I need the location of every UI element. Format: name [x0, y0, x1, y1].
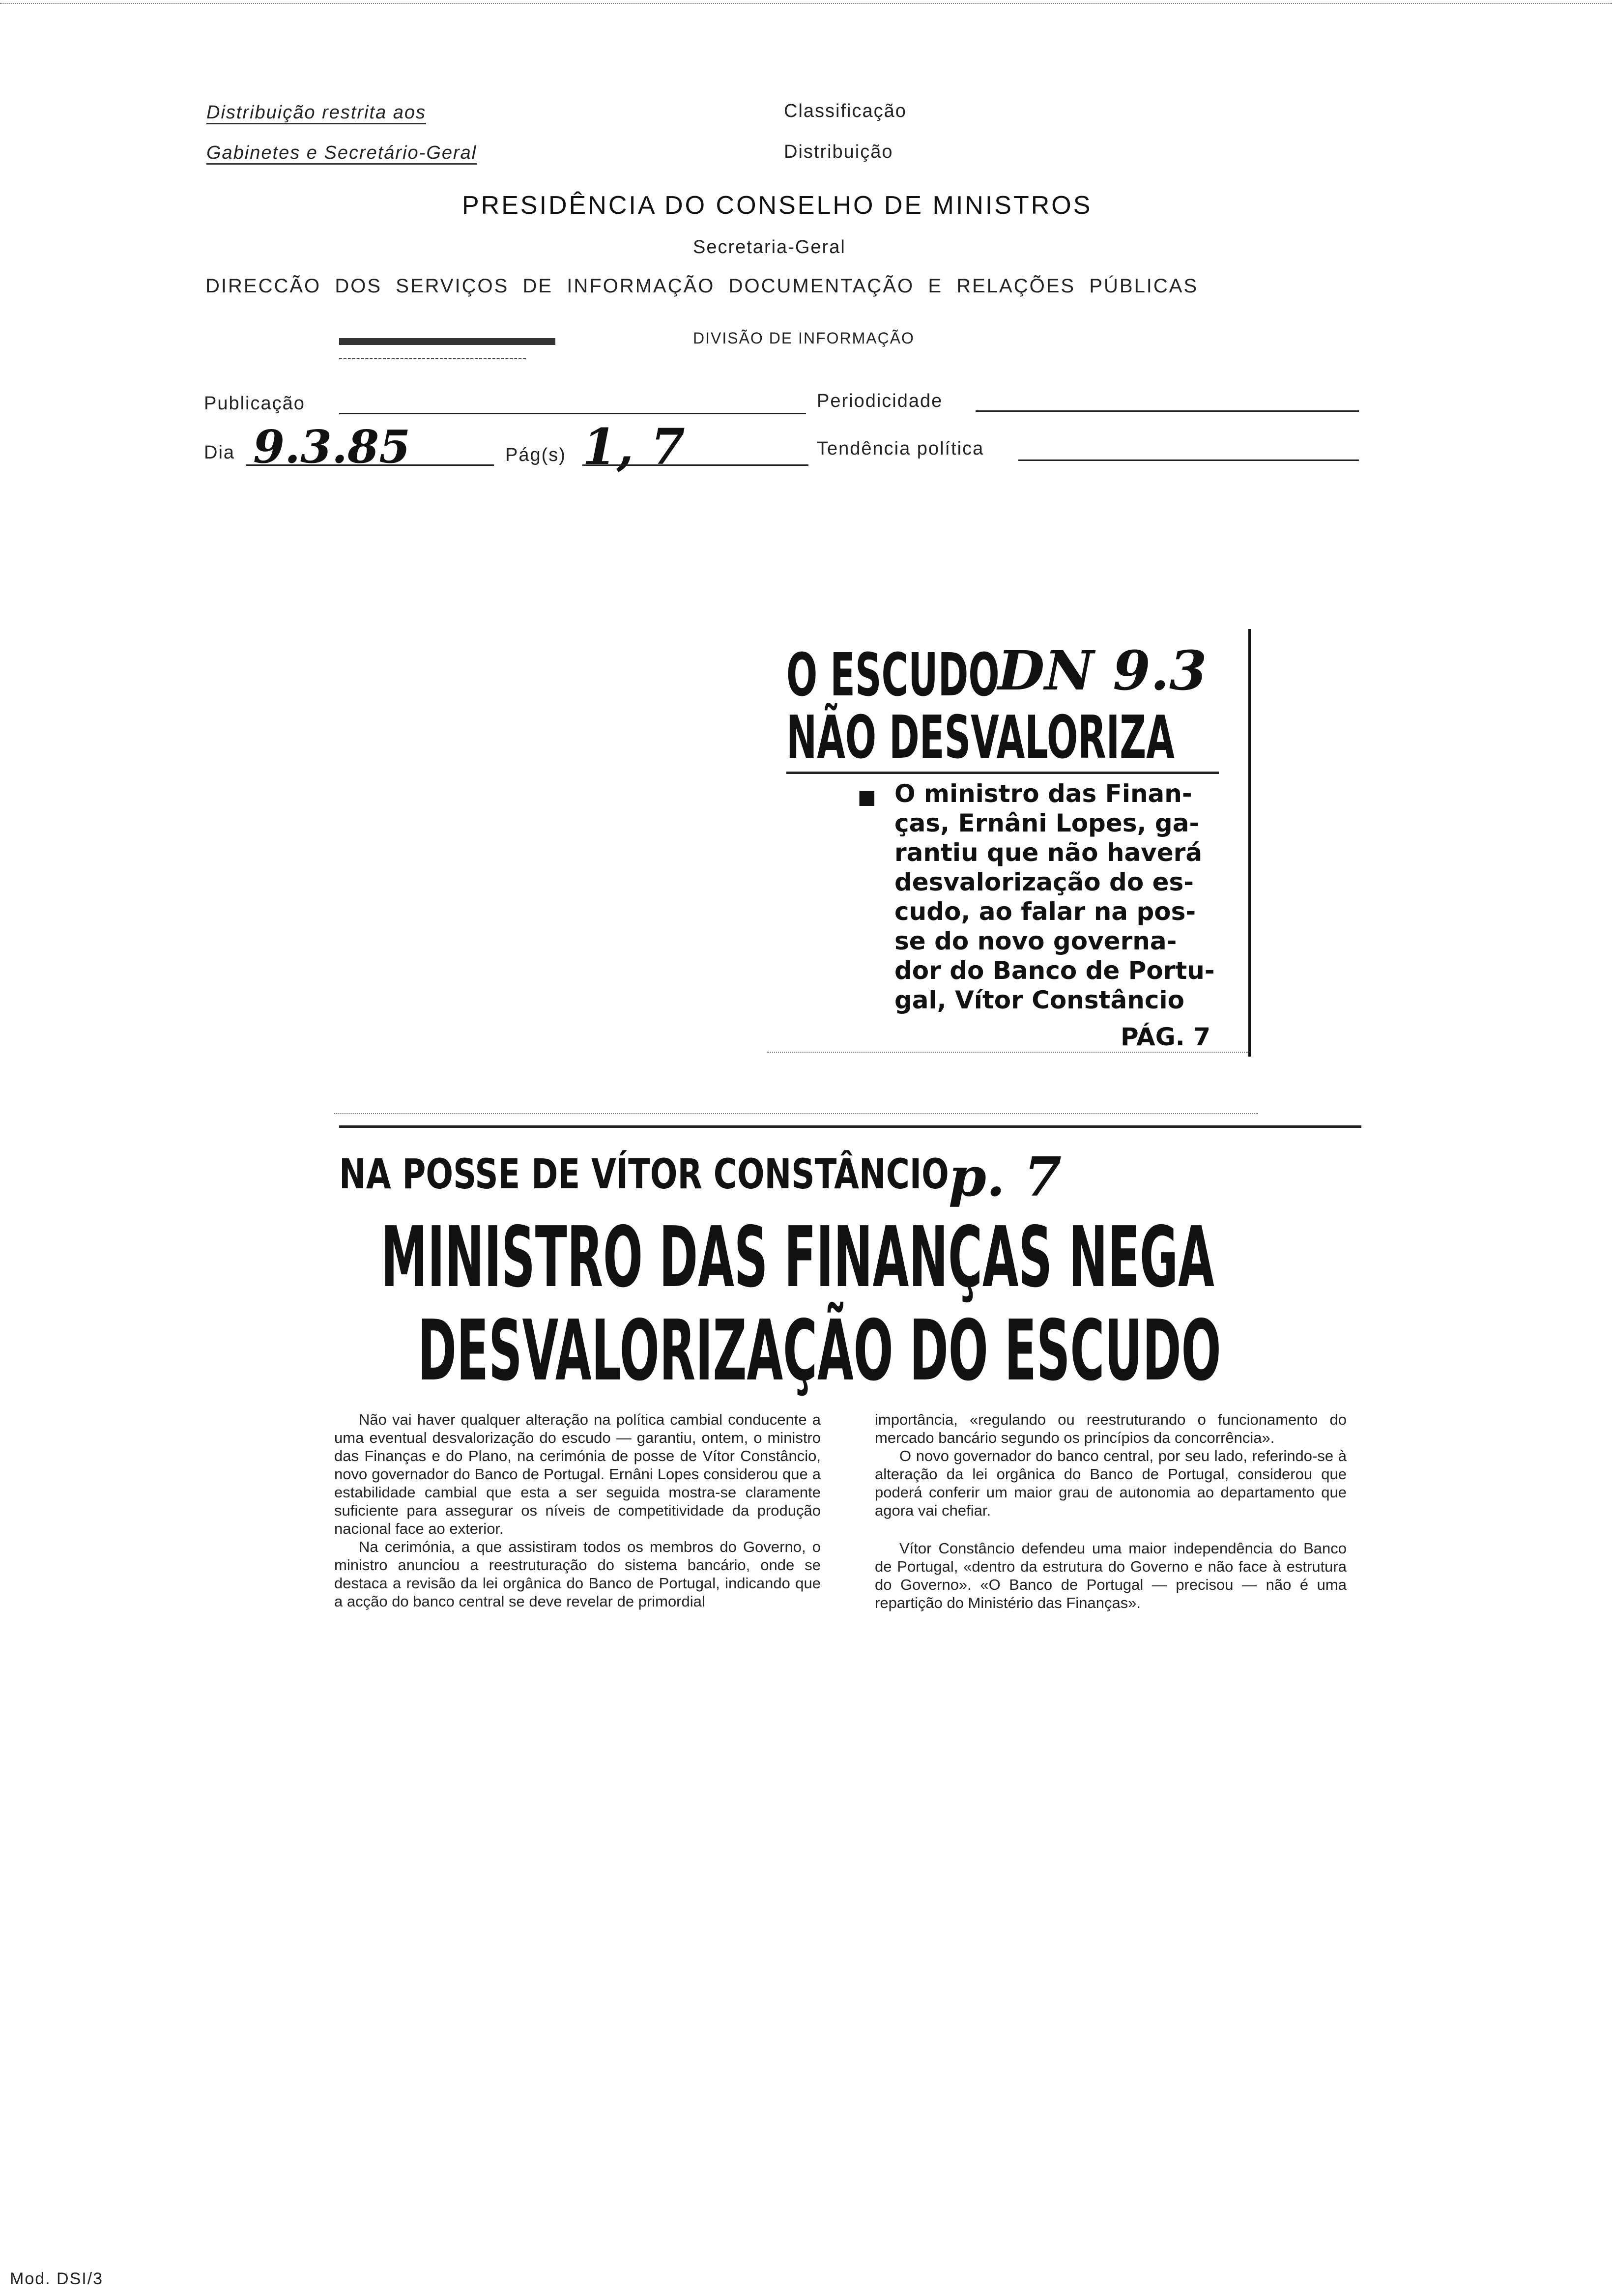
clip2-headline-1: MINISTRO DAS FINANÇAS NEGA: [381, 1209, 1214, 1306]
divisao-stamp-redaction-2: [339, 358, 526, 361]
clip1-summary-line: rantiu que não haverá: [894, 838, 1203, 867]
classificacao-label: Classificação: [784, 101, 907, 121]
clip1-page-ref: PÁG. 7: [1121, 1023, 1210, 1051]
tendencia-label: Tendência política: [817, 438, 984, 459]
divisao-line: DIVISÃO DE INFORMAÇÃO: [693, 329, 915, 347]
clip1-summary-line: dor do Banco de Portu-: [894, 956, 1215, 985]
clip1-summary-line: cudo, ao falar na pos-: [894, 897, 1196, 926]
clip2-kicker: NA POSSE DE VÍTOR CONSTÂNCIO: [339, 1150, 949, 1198]
dia-label: Dia: [204, 442, 235, 463]
clip-separator-noise: [334, 1113, 1258, 1114]
dia-value: 9.3.85: [253, 420, 411, 473]
pags-label: Pág(s): [505, 445, 566, 465]
clip2-top-rule: [339, 1125, 1361, 1128]
scan-edge-noise: [0, 3, 1612, 4]
secretaria-subtitle: Secretaria-Geral: [693, 237, 846, 258]
clip1-summary-line: gal, Vítor Constâncio: [894, 986, 1184, 1014]
periodicidade-label: Periodicidade: [817, 391, 943, 411]
clip2-col2-paragraph: Vítor Constâncio defendeu uma maior independência do Banco de Portugal, «dentro da estrutura do Governo e não face à estrutura do Governo». «O Banco de Portugal — precisou — não é uma repartição do Ministério das Finanças».: [875, 1540, 1347, 1611]
pags-value: 1, 7: [582, 418, 685, 476]
clip2-col2-paragraph: importância, «regulando ou reestruturando o funcionamento do mercado bancário segundo os princípios da concorrência».: [875, 1411, 1347, 1446]
pags-rule: [582, 464, 808, 466]
clip2-column-1: [334, 1410, 821, 1610]
clip1-head-rule: [786, 772, 1219, 774]
clip1-cut-edge: [767, 1052, 1248, 1053]
distribution-line-1: Distribuição restrita aos: [206, 102, 426, 123]
clip1-summary: [894, 779, 1229, 1015]
clip1-summary-line: O ministro das Finan-: [894, 779, 1192, 808]
clip2-col1-paragraph: Não vai haver qualquer alteração na política cambial conducente a uma eventual desvalorização do escudo — garantiu, ontem, o ministro das Finanças e do Plano, na cerimónia de posse de Vítor Constâncio, novo governador do Banco de Portugal. Ernâni Lopes considerou que a estabilidade cambial que esta a ser seguida mostra-se claramente suficiente para assegurar os níveis de competitividade da produção nacional face ao exterior.: [334, 1411, 821, 1537]
distribution-line-2: Gabinetes e Secretário-Geral: [206, 143, 477, 164]
publicacao-label: Publicação: [204, 393, 305, 414]
clip2-col2-paragraph: O novo governador do banco central, por seu lado, referindo-se à alteração da lei orgânica do Banco de Portugal, considerou que poderá conferir um maior grau de autonomia ao departamento que agora vai chefiar.: [875, 1447, 1347, 1519]
clip1-summary-line: ças, Ernâni Lopes, ga-: [894, 809, 1200, 837]
clip1-right-border: [1248, 629, 1251, 1057]
clip2-handwritten-page: p. 7: [949, 1145, 1062, 1208]
clip1-handwritten-date: DN 9.3: [998, 639, 1207, 702]
periodicidade-rule: [976, 410, 1359, 412]
dia-rule: [246, 464, 494, 466]
model-code: Mod. DSI/3: [10, 2269, 104, 2288]
clip2-headline-2: DESVALORIZAÇÃO DO ESCUDO: [418, 1302, 1221, 1400]
clip1-summary-line: desvalorização do es-: [894, 868, 1194, 896]
clip1-headline-1: O ESCUDO: [786, 641, 1000, 710]
clip1-summary-line: se do novo governa-: [894, 927, 1177, 955]
publicacao-rule: [339, 413, 806, 414]
direccao-line: DIRECCÃO DOS SERVIÇOS DE INFORMAÇÃO DOCUMENTAÇÃO E RELAÇÕES PÚBLICAS: [205, 275, 1199, 297]
clip2-col1-paragraph: Na cerimónia, a que assistiram todos os membros do Governo, o ministro anunciou a reestruturação do sistema bancário, onde se destaca a revisão da lei orgânica do Banco de Portugal, indicando que a acção do banco central se deve revelar de primordial: [334, 1538, 821, 1610]
clip2-column-2: [875, 1410, 1347, 1612]
distribuicao-label: Distribuição: [784, 142, 893, 162]
clip1-bullet: ■: [858, 786, 876, 808]
presidencia-title: PRESIDÊNCIA DO CONSELHO DE MINISTROS: [462, 191, 1093, 220]
clip1-headline-2: NÃO DESVALORIZA: [786, 704, 1175, 772]
divisao-stamp-redaction: [339, 338, 555, 345]
tendencia-rule: [1018, 459, 1359, 461]
